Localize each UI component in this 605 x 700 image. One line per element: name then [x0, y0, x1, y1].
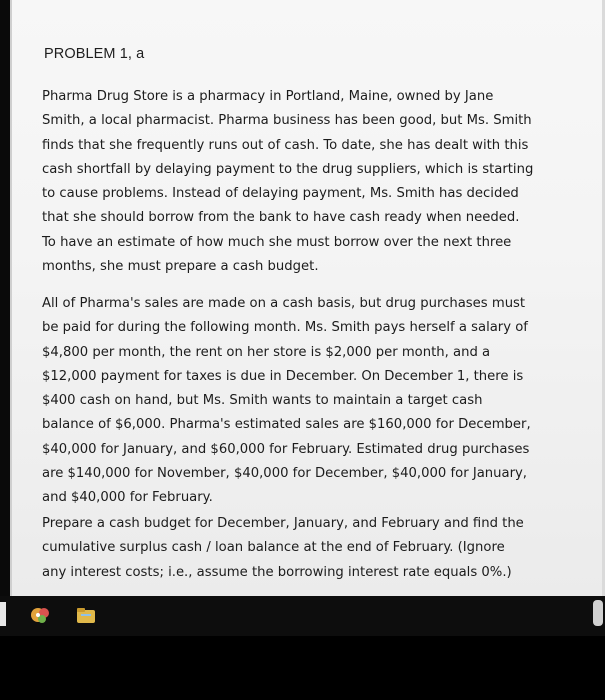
text-line: and $40,000 for February. [42, 490, 213, 506]
text-line: All of Pharma's sales are made on a cash basis, but drug purchases must [42, 296, 526, 311]
text-line: months, she must prepare a cash budget. [42, 259, 319, 275]
text-line: that she should borrow from the bank to have cash ready when needed. [42, 210, 520, 226]
text-line: balance of $6,000. Pharma's estimated sales are $160,000 for December, [42, 417, 531, 433]
taskbar-edge [0, 602, 6, 626]
taskbar [0, 596, 605, 636]
text-line: Smith, a local pharmacist. Pharma business has been good, but Ms. Smith [42, 113, 532, 129]
text-line: Prepare a cash budget for December, January, and February and find the [42, 516, 524, 531]
colorful-app-icon[interactable] [30, 604, 52, 626]
text-line: $12,000 payment for taxes is due in December. On December 1, there is [42, 368, 524, 384]
folder-app-icon[interactable] [75, 604, 97, 626]
text-line: $400 cash on hand, but Ms. Smith wants to maintain a target cash [42, 393, 483, 409]
text-line: to cause problems. Instead of delaying payment, Ms. Smith has decided [42, 186, 519, 202]
text-line: be paid for during the following month. Ms. Smith pays herself a salary of [42, 320, 528, 336]
taskbar-edge-right [593, 600, 603, 626]
problem-title: PROBLEM 1, a [44, 46, 145, 62]
paragraph-task [42, 512, 582, 585]
text-line: cumulative surplus cash / loan balance at the end of February. (Ignore [42, 540, 505, 556]
text-line: are $140,000 for November, $40,000 for December, $40,000 for January, [42, 466, 528, 482]
paragraph-intro [42, 85, 582, 279]
text-line: $4,800 per month, the rent on her store is $2,000 per month, and a [42, 344, 491, 360]
text-line: Pharma Drug Store is a pharmacy in Portland, Maine, owned by Jane [42, 89, 494, 104]
text-line: To have an estimate of how much she must borrow over the next three [42, 234, 512, 250]
paragraph-details [42, 292, 582, 511]
text-line: cash shortfall by delaying payment to the drug suppliers, which is starting [42, 161, 534, 177]
document-page [10, 0, 602, 596]
text-line: any interest costs; i.e., assume the borrowing interest rate equals 0%.) [42, 564, 512, 580]
bottom-band [0, 636, 605, 700]
text-line: finds that she frequently runs out of cash. To date, she has dealt with this [42, 137, 529, 153]
text-line: $40,000 for January, and $60,000 for February. Estimated drug purchases [42, 441, 530, 457]
